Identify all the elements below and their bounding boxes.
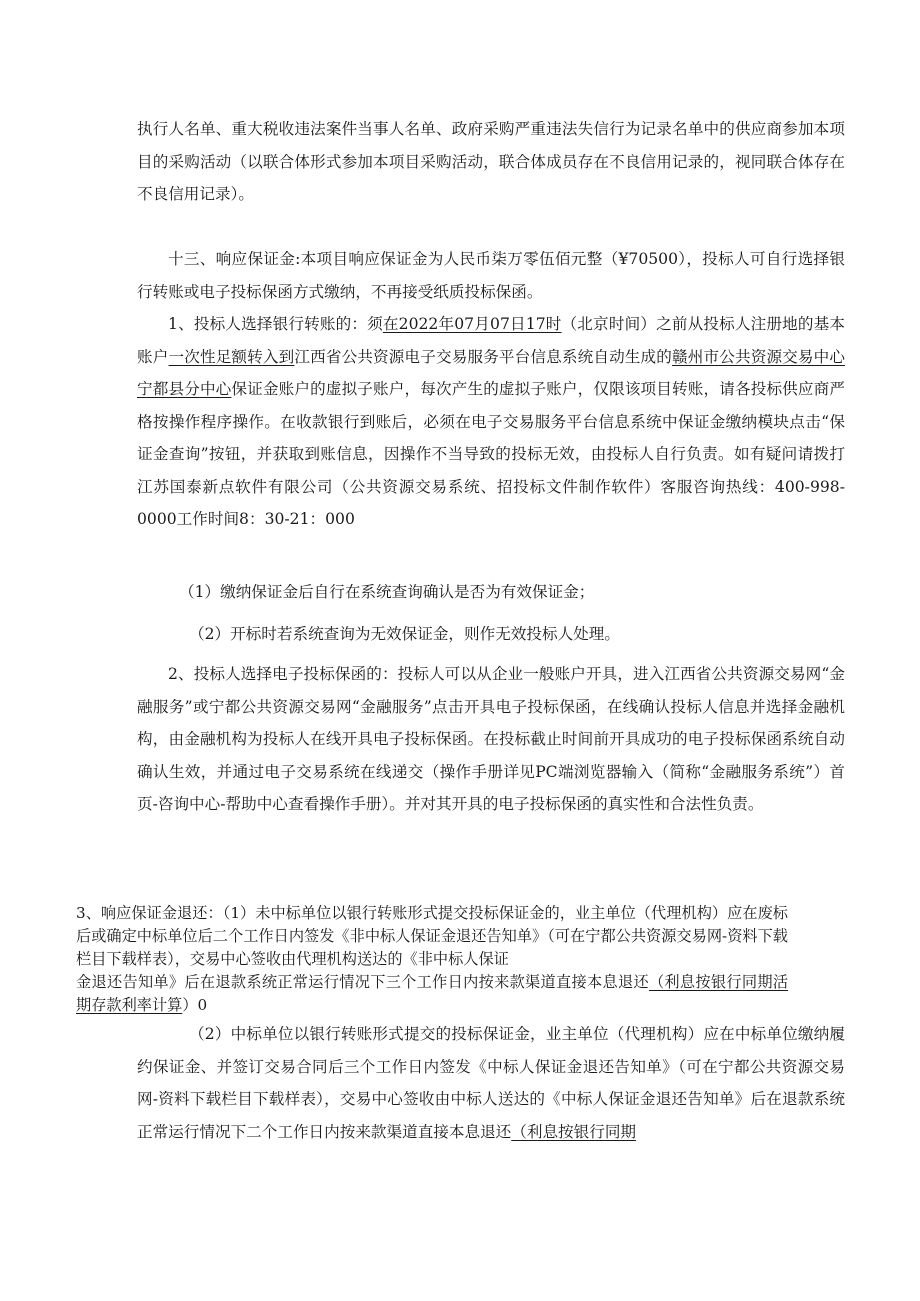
refund-successful-text: （2）中标单位以银行转账形式提交的投标保证金，业主单位（代理机构）应在中标单位缴纳履约保证金、并签订交易合同后三个工作日内签发《中标人保证金退还告知单》（可在宁都公共资源交易网-资料下载栏目下载样表），交易中心签收由中标人送达的《中标人保证金退还告知单》后在退款系统正常运行情况下二个工作日内按来款渠道直接本息退还	[137, 1025, 845, 1141]
interest-rate-underlined-2: （利息按银行同期	[511, 1122, 637, 1141]
bank-transfer-text-d: 保证金账户的虚拟子账户，每次产生的虚拟子账户，仅限该项目转账，请各投标供应商严格按操作程序操作。在收款银行到账后，必须在电子交易服务平台信息系统中保证金缴纳模块点击“保证金查询”按钮，并获取到账信息，因操作不当导致的投标无效，由投标人自行负责。如有疑问请拨打江苏国泰新点软件有限公司（公共资源交易系统、招投标文件制作软件）客服咨询热线：400-998-0000工作时间8：30-21：000	[137, 380, 845, 528]
paragraph-deposit-amount: 十三、响应保证金:本项目响应保证金为人民币柒万零伍佰元整（¥70500），投标人可自行选择银行转账或电子投标保函方式缴纳，不再接受纸质投标保函。	[137, 250, 845, 301]
paragraph-deposit-refund-successful	[137, 1018, 845, 1148]
paragraph-confirm-deposit: （1）缴纳保证金后自行在系统查询确认是否为有效保证金；	[179, 583, 595, 601]
bank-transfer-intro: 1、投标人选择银行转账的：须	[168, 315, 383, 333]
refund-text-a: 3、响应保证金退还：（1）未中标单位以银行转账形式提交投标保证金的，业主单位（代理机构）应在废标后或确定中标单位后二个工作日内签发《非中标人保证金退还告知单》（可在宁都公共资源交易网-资料下载栏目下载样表），交易中心签收由代理机构送达的《非中标人保证	[76, 904, 788, 968]
refund-text-b: 金退还告知单》后在退款系统正常运行情况下三个工作日内按来款渠道直接本息退还	[76, 973, 649, 991]
trading-center-underlined: 赣州市公共资源交易中心宁都县分中心	[137, 347, 845, 398]
bank-transfer-text-c: 江西省公共资源电子交易服务平台信息系统自动生成的	[294, 347, 673, 366]
paragraph-invalid-deposit: （2）开标时若系统查询为无效保证金，则作无效投标人处理。	[189, 625, 620, 643]
refund-text-c: ）0	[182, 996, 208, 1014]
paragraph-electronic-guarantee: 2、投标人选择电子投标保函的：投标人可以从企业一般账户开具，进入江西省公共资源交易网“金融服务”或宁都公共资源交易网“金融服务”点击开具电子投标保函，在线确认投标人信息并选择金融机构，由金融机构为投标人在线开具电子投标保函。在投标截止时间前开具成功的电子投标保函系统自动确认生效，并通过电子交易系统在线递交（操作手册详见PC端浏览器输入（简称“金融服务系统”）首页-咨询中心-帮助中心查看操作手册）。并对其开具的电子投标保函的真实性和合法性负责。	[137, 665, 845, 813]
deadline-underlined: 在2022年07月07日17时	[382, 315, 562, 333]
paragraph-deposit-refund-unsuccessful	[76, 902, 788, 1017]
paragraph-credit-record: 执行人名单、重大税收违法案件当事人名单、政府采购严重违法失信行为记录名单中的供应商参加本项目的采购活动（以联合体形式参加本项目采购活动，联合体成员存在不良信用记录的，视同联合体存在不良信用记录）。	[137, 120, 845, 203]
once-transfer-underlined: 一次性足额转入到	[168, 347, 295, 366]
paragraph-bank-transfer	[137, 308, 845, 536]
bank-transfer-text-b: （北京时间）之前从投标人注册地的基本账户	[137, 315, 845, 366]
interest-rate-underlined: （利息按银行同期活期存款利率计算	[76, 973, 789, 1014]
